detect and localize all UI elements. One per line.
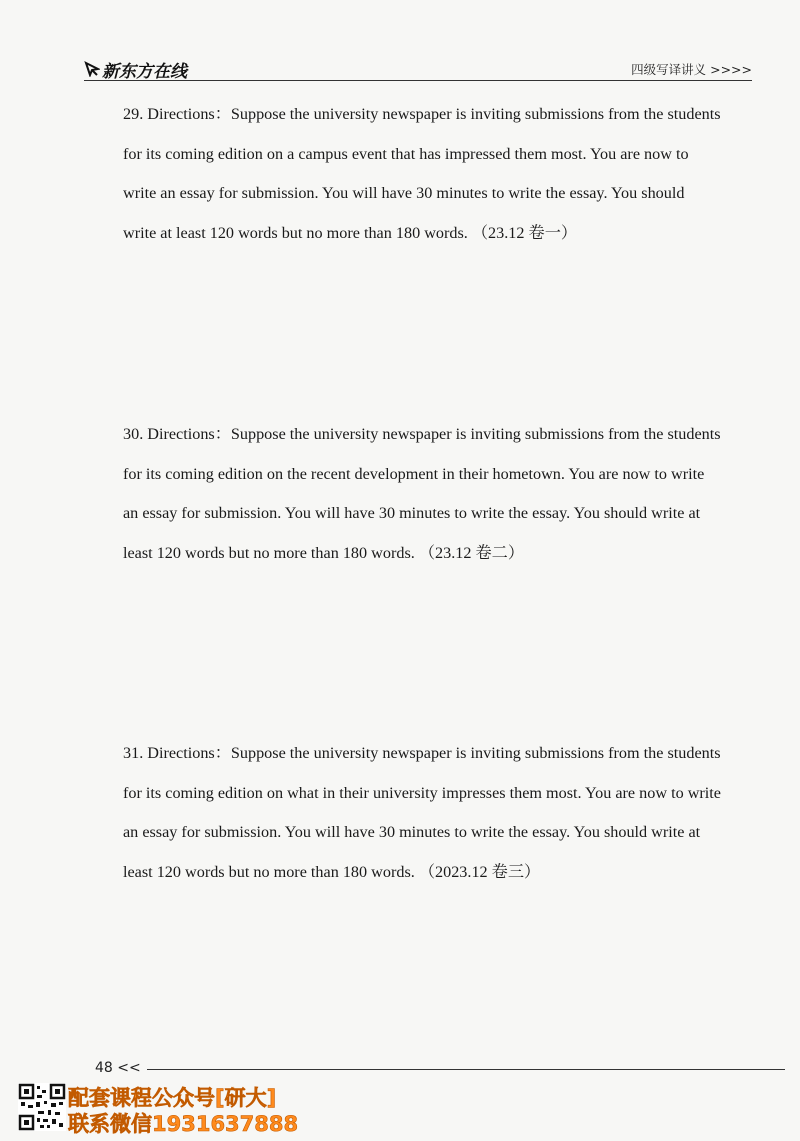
question-31	[123, 734, 753, 892]
question-line: for its coming edition on what in their university impresses them most. You are now to write	[123, 783, 721, 802]
header-title: 四级写译讲义 >>>>	[631, 62, 752, 77]
promo-line-2: 联系微信1931637888	[68, 1112, 299, 1136]
question-line: 29. Directions：Suppose the university newspaper is inviting submissions from the students	[123, 105, 721, 123]
question-line: write an essay for submission. You will have 30 minutes to write the essay. You should	[123, 184, 685, 202]
question-line: for its coming edition on the recent development in their hometown. You are now to write	[123, 464, 705, 483]
question-line: an essay for submission. You will have 30 minutes to write the essay. You should write at	[123, 504, 701, 522]
logo-text: 新东方在线	[102, 61, 187, 82]
page-number: 48 <<	[95, 1060, 141, 1076]
question-line: least 120 words but no more than 180 words. （2023.12 卷三）	[123, 862, 541, 881]
question-30	[123, 415, 753, 573]
footer-divider	[147, 1069, 785, 1070]
qr-code-icon	[18, 1083, 66, 1131]
page-footer	[95, 1058, 785, 1080]
question-line: 31. Directions：Suppose the university newspaper is inviting submissions from the students	[123, 744, 721, 762]
page-header	[84, 52, 752, 80]
header-divider	[84, 80, 752, 81]
question-line: least 120 words but no more than 180 words. （23.12 卷二）	[123, 543, 525, 562]
logo-arrow-icon	[84, 61, 100, 77]
question-29	[123, 95, 753, 253]
question-line: for its coming edition on a campus event that has impressed them most. You are now to	[123, 144, 689, 163]
logo	[84, 58, 187, 80]
question-line: an essay for submission. You will have 30 minutes to write the essay. You should write at	[123, 823, 701, 841]
question-line: write at least 120 words but no more than 180 words. （23.12 卷一）	[123, 223, 578, 242]
promo-line-1: 配套课程公众号[研大]	[68, 1086, 277, 1110]
question-line: 30. Directions：Suppose the university newspaper is inviting submissions from the students	[123, 425, 721, 443]
